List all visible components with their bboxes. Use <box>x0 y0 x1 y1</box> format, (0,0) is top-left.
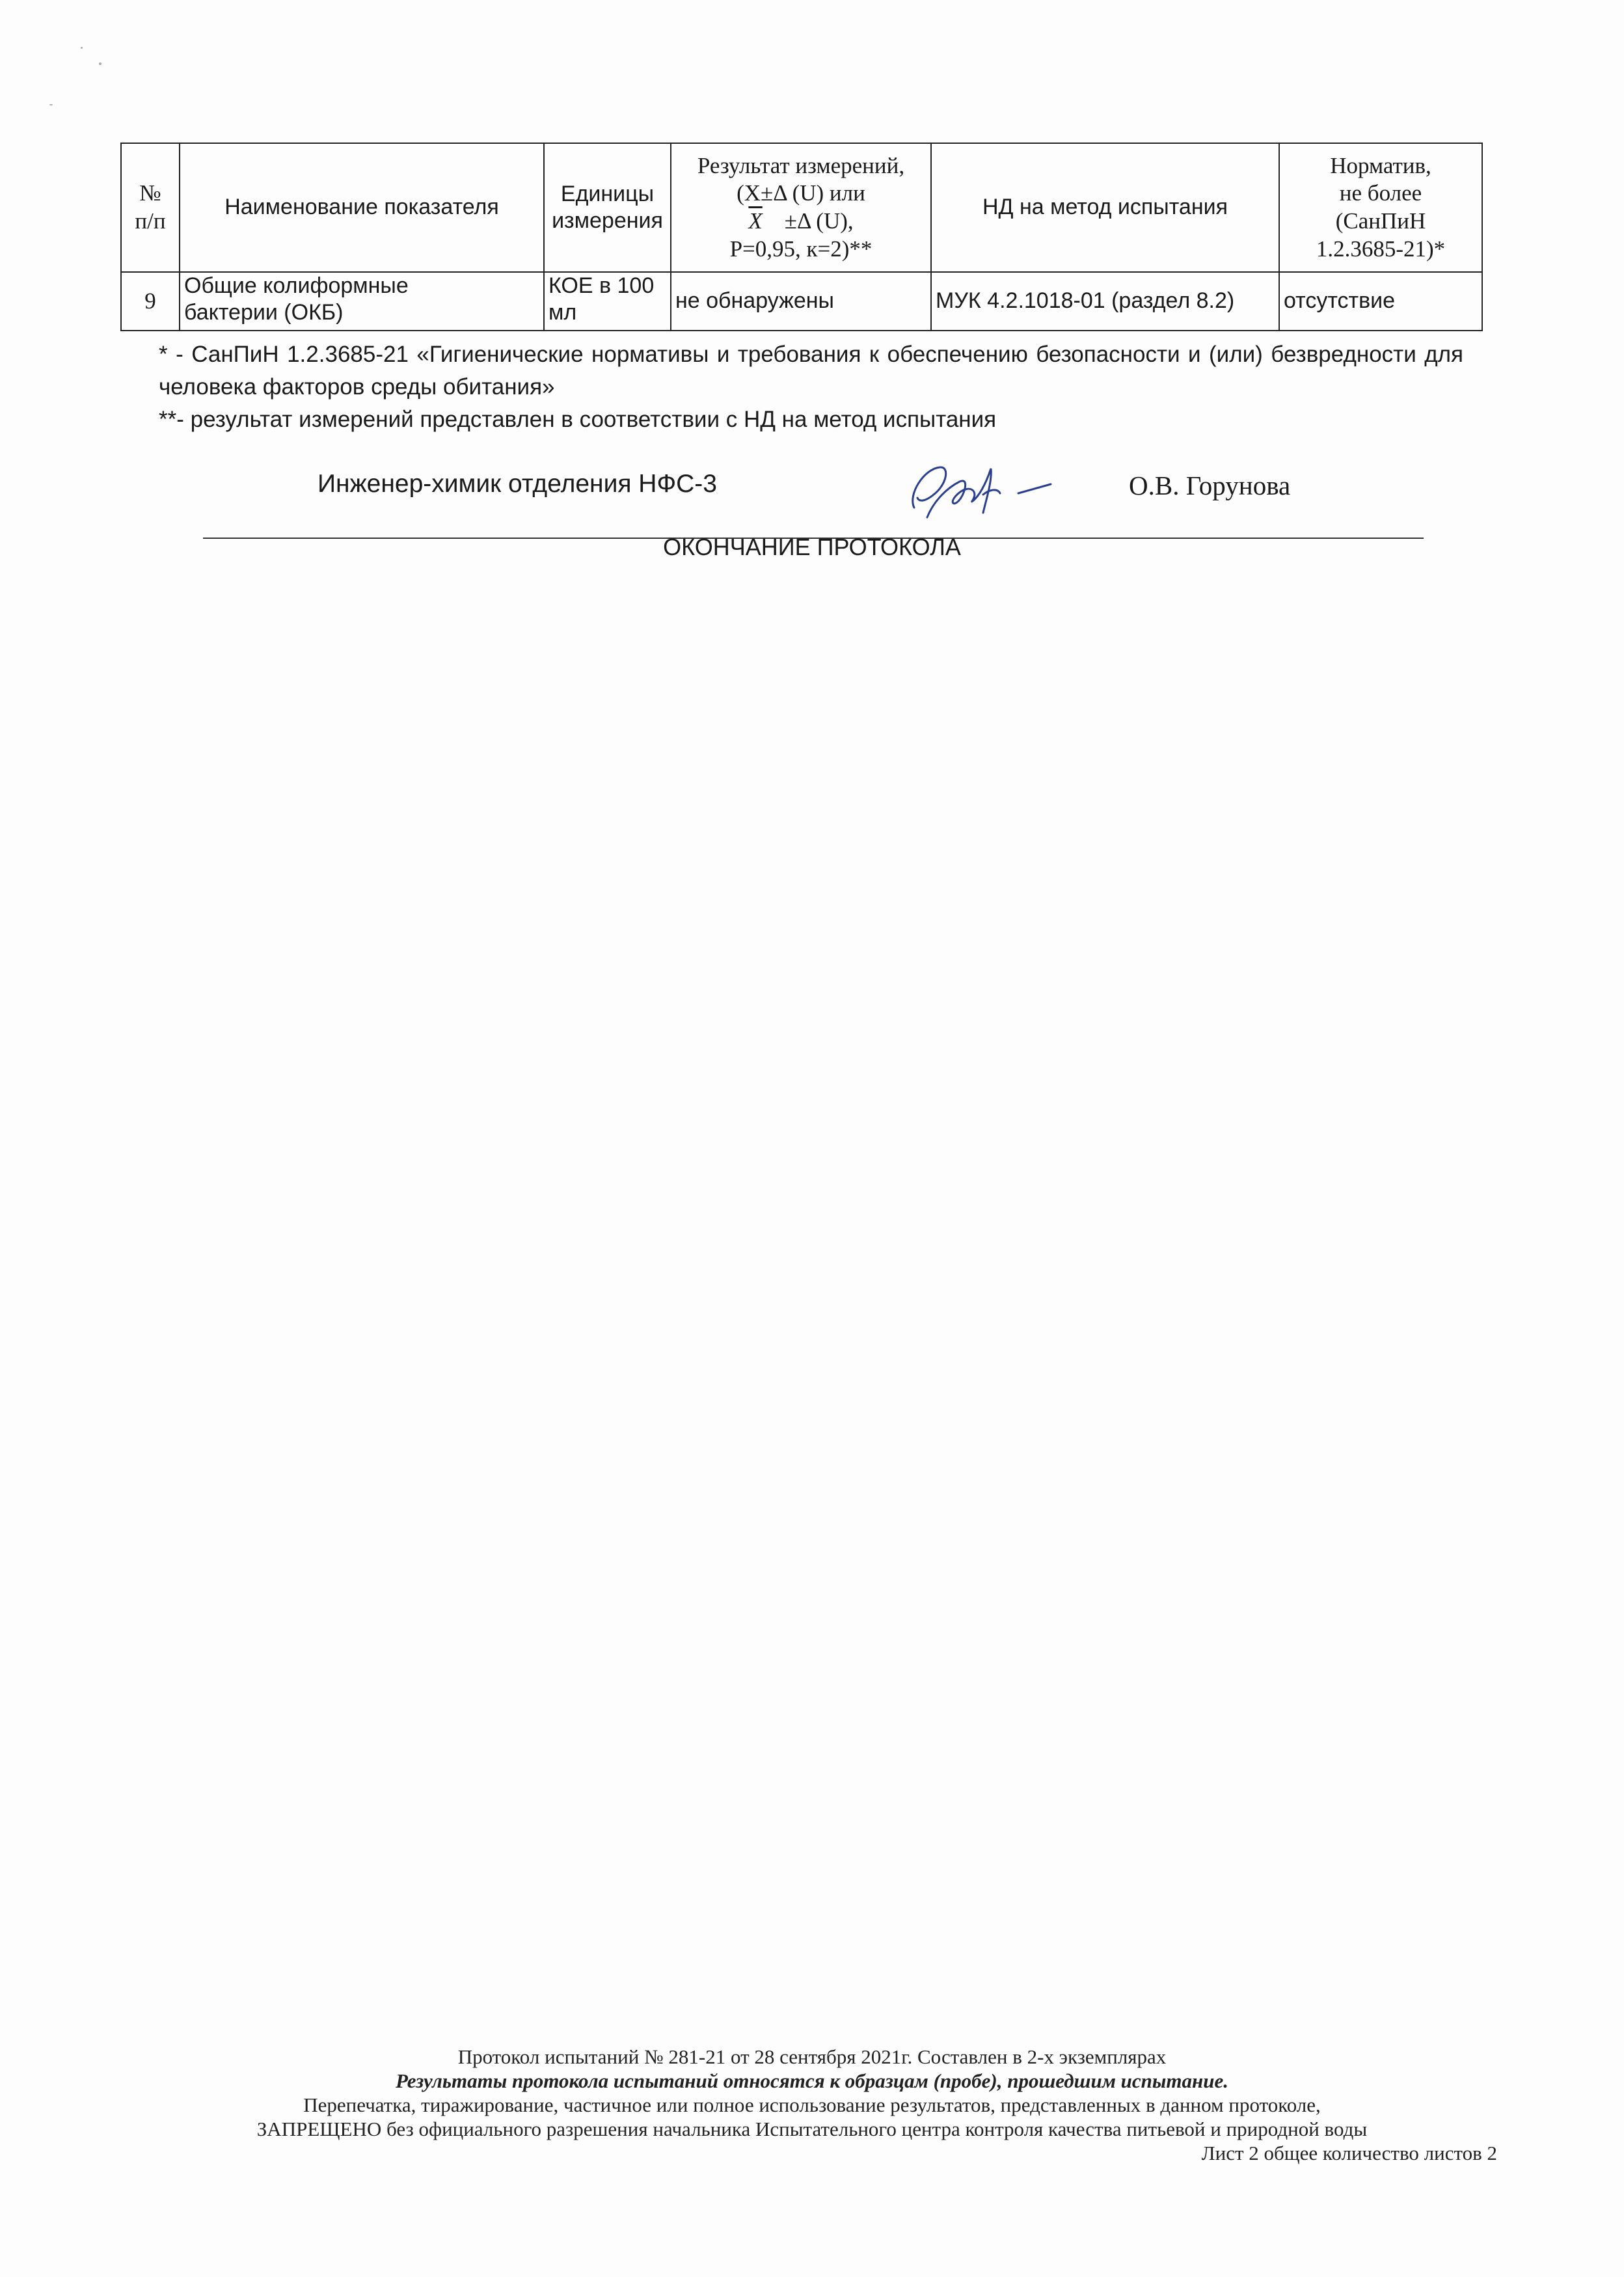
x-bar-symbol: $\overline{X}$ <box>748 208 763 234</box>
signer-name: О.В. Горунова <box>1129 470 1291 500</box>
footnote-sanpin: * - СанПиН 1.2.3685-21 «Гигиенические нормативы и требования к обеспечению безопасности и (или) безвредности для человека факторов среды обитания» <box>159 342 1463 400</box>
end-of-protocol-label: ОКОНЧАНИЕ ПРОТОКОЛА <box>663 534 961 560</box>
table-header-row <box>121 143 1482 272</box>
cell-units: КОЕ в 100 мл <box>544 272 671 331</box>
footer-results-note: Результаты протокола испытаний относятся к образцам (пробе), прошедшим испытание. <box>395 2069 1229 2092</box>
footer-sheet-number: Лист 2 общее количество листов 2 <box>1201 2142 1497 2164</box>
table-row <box>121 272 1482 331</box>
cell-result: не обнаружены <box>671 272 931 331</box>
footer-copy-restriction: Перепечатка, тиражирование, частичное или полное использование результатов, представленных в данном протоколе, <box>303 2093 1321 2116</box>
signature-block <box>0 456 1624 527</box>
scan-speck <box>81 47 83 49</box>
cell-norm: отсутствие <box>1279 272 1482 331</box>
scan-speck <box>49 104 53 105</box>
header-result: Результат измерений, (X±Δ (U) или $\overline{X} \pm\Delta$ (U), P=0,95, к=2)** <box>671 143 931 272</box>
handwritten-signature <box>888 456 1064 526</box>
cell-indicator-name: Общие колиформные бактерии (ОКБ) <box>180 272 544 331</box>
results-table <box>120 143 1483 331</box>
header-method: НД на метод испытания <box>931 143 1279 272</box>
cell-num: 9 <box>121 272 180 331</box>
cell-method: МУК 4.2.1018-01 (раздел 8.2) <box>931 272 1279 331</box>
header-indicator-name: Наименование показателя <box>180 143 544 272</box>
footer-protocol-info: Протокол испытаний № 281-21 от 28 сентября 2021г. Составлен в 2-х экземплярах <box>457 2045 1167 2068</box>
scan-speck <box>99 62 102 65</box>
footnote-measurement: **- результат измерений представлен в соответствии с НД на метод испытания <box>159 407 997 432</box>
footnotes <box>159 338 1463 436</box>
header-norm: Норматив, не более (СанПиН 1.2.3685-21)* <box>1279 143 1482 272</box>
footer-prohibition: ЗАПРЕЩЕНО без официального разрешения начальника Испытательного центра контроля качества питьевой и природной воды <box>256 2118 1368 2140</box>
signer-position: Инженер-химик отделения НФС-3 <box>318 470 717 498</box>
page-footer <box>0 2045 1624 2165</box>
header-units: Единицы измерения <box>544 143 671 272</box>
header-num: № п/п <box>121 143 180 272</box>
